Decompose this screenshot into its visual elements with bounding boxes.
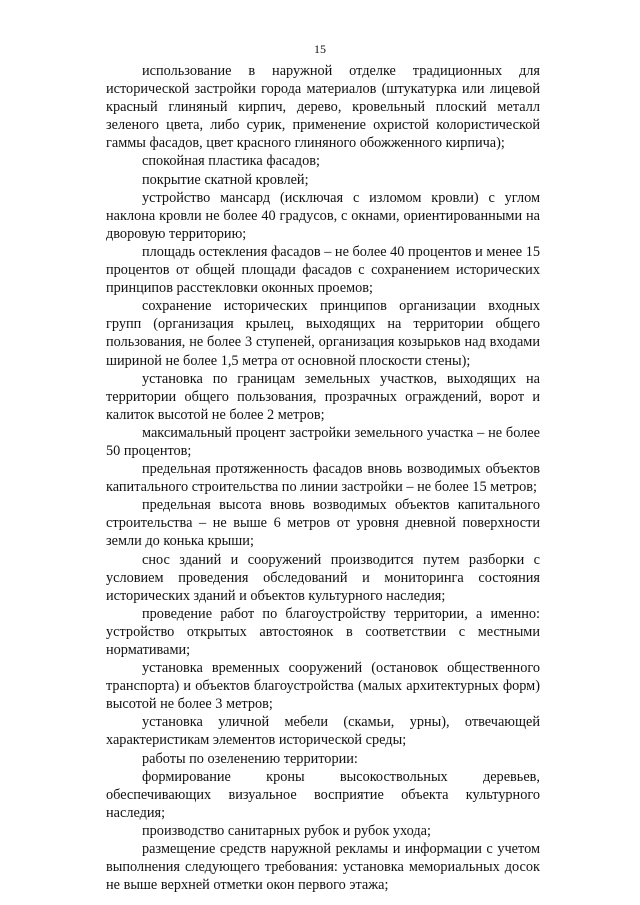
paragraph-fences: установка по границам земельных участков, выходящих на территории общего пользования, прозрачных ограждений, ворот и калиток высотой не более 2 метров; [106,370,540,423]
paragraph-demolition: снос зданий и сооружений производится путем разборки с условием проведения обследований и мониторинга состояния исторических зданий и объектов культурного наследия; [106,551,540,604]
paragraph-street-furniture: установка уличной мебели (скамьи, урны), отвечающей характеристикам элементов исторической среды; [106,714,540,749]
paragraph-pitched-roof: покрытие скатной кровлей; [142,171,309,188]
paragraph-glazing-area: площадь остекления фасадов – не более 40 процентов и менее 15 процентов от общей площади фасадов с сохранением исторических принципов расстекловки оконных проемов; [106,243,540,297]
paragraph-mansards: устройство мансард (исключая с изломом кровли) с углом наклона кровли не более 40 градусов, с окнами, ориентированными на дворовую территорию; [106,189,540,242]
paragraph-entrance-groups: сохранение исторических принципов организации входных групп (организация крылец, выходящих на территории общего пользования, не более 3 ступеней, организация козырьков над входами шириной не более 1,5 метра от основной плоскости стены); [106,298,540,369]
paragraph-exterior-materials: использование в наружной отделке традиционных для исторической застройки города материалов (штукатурка или лицевой красный глиняный кирпич, дерево, кровельный плоский металл зеленого цвета, либо сурик, применение охристой колористической гаммы фасадов, цвет красного глиняного обожженного кирпича); [106,63,540,152]
paragraph-landscaping-works: проведение работ по благоустройству территории, а именно: устройство открытых автостоянок в соответствии с местными нормативами; [106,605,540,658]
paragraph-temporary-structures: установка временных сооружений (остановок общественного транспорта) и объектов благоустройства (малых архитектурных форм) высотой не более 3 метров; [106,660,540,713]
paragraph-greening-works: работы по озеленению территории: [142,750,358,767]
document-body [106,62,540,894]
paragraph-facade-plasticity: спокойная пластика фасадов; [142,153,320,170]
paragraph-building-percentage: максимальный процент застройки земельного участка – не более 50 процентов; [106,424,540,459]
paragraph-tree-crowns: формирование кроны высокоствольных деревьев, обеспечивающих визуальное восприятие объекта культурного наследия; [106,768,540,821]
page-number: 15 [314,42,326,56]
paragraph-sanitary-felling: производство санитарных рубок и рубок ухода; [142,822,431,839]
paragraph-outdoor-advertising: размещение средств наружной рекламы и информации с учетом выполнения следующего требования: установка мемориальных досок не выше верхней отметки окон первого этажа; [106,841,540,894]
paragraph-building-height: предельная высота вновь возводимых объектов капитального строительства – не выше 6 метров от уровня дневной поверхности земли до конька крыши; [106,497,540,550]
paragraph-facade-length: предельная протяженность фасадов вновь возводимых объектов капитального строительства по линии застройки – не более 15 метров; [106,461,540,496]
